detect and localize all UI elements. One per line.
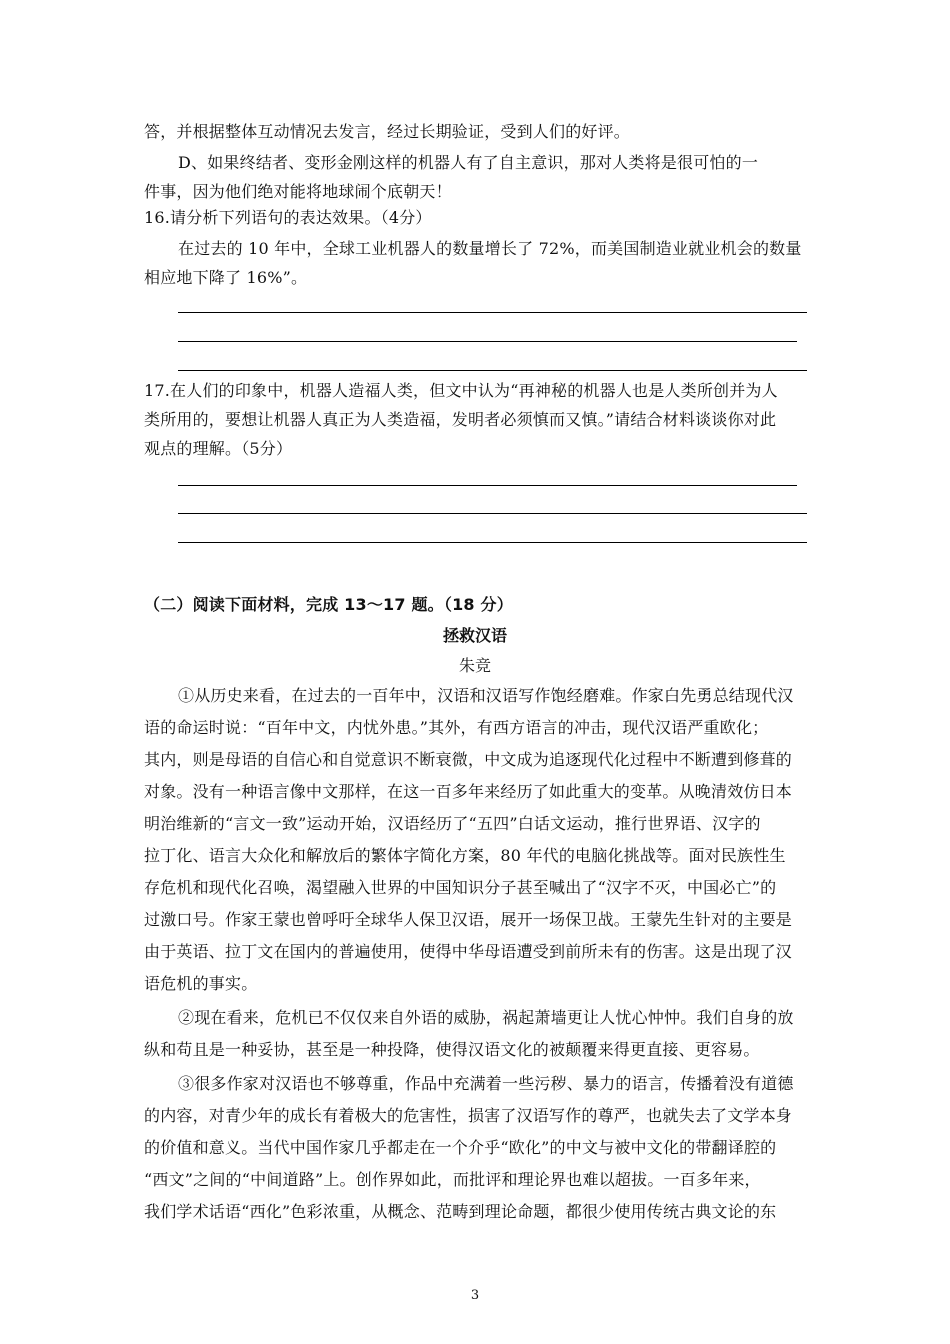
paragraph-1-line: 存危机和现代化召唤，渴望融入世界的中国知识分子甚至喊出了“汉字不灭，中国必亡”的 — [144, 878, 777, 897]
question-17-line: 观点的理解。（5分） — [144, 439, 293, 458]
article-title: 拯救汉语 — [442, 626, 507, 645]
article-author: 朱竞 — [458, 656, 491, 675]
paragraph-1-line: 明治维新的“言文一致”运动开始，汉语经历了“五四”白话文运动，推行世界语、汉字的 — [144, 814, 761, 833]
paragraph-1-line: 过激口号。作家王蒙也曾呼吁全球华人保卫汉语，展开一场保卫战。王蒙先生针对的主要是 — [144, 910, 793, 929]
text-line: 答，并根据整体互动情况去发言，经过长期验证，受到人们的好评。 — [144, 122, 631, 141]
answer-line[interactable] — [178, 370, 807, 371]
option-d-line: 件事，因为他们绝对能将地球闹个底朝天！ — [144, 182, 452, 201]
paragraph-2-line: ②现在看来，危机已不仅仅来自外语的威胁，祸起萧墙更让人忧心忡忡。我们自身的放 — [178, 1008, 794, 1027]
question-16-prompt: 16.请分析下列语句的表达效果。（4分） — [144, 208, 432, 227]
paragraph-3-line: “西文”之间的“中间道路”上。创作界如此，而批评和理论界也难以超拔。一百多年来， — [144, 1170, 761, 1189]
section-heading: （二）阅读下面材料，完成 13～17 题。（18 分） — [144, 595, 513, 614]
question-16-quote: 相应地下降了 16%”。 — [144, 268, 308, 287]
paragraph-1-line: 对象。没有一种语言像中文那样，在这一百多年来经历了如此重大的变革。从晚清效仿日本 — [144, 782, 793, 801]
paragraph-1-line: 其内，则是母语的自信心和自觉意识不断衰微，中文成为追逐现代化过程中不断遭到修葺的 — [144, 750, 793, 769]
page-number: 3 — [470, 1288, 480, 1303]
paragraph-3-line: 的内容，对青少年的成长有着极大的危害性，损害了汉语写作的尊严，也就失去了文学本身 — [144, 1106, 793, 1125]
answer-line[interactable] — [178, 312, 807, 313]
paragraph-1-line: 由于英语、拉丁文在国内的普遍使用，使得中华母语遭受到前所未有的伤害。这是出现了汉 — [144, 942, 793, 961]
paragraph-3-line: 我们学术话语“西化”色彩浓重，从概念、范畴到理论命题，都很少使用传统古典文论的东 — [144, 1202, 777, 1221]
paragraph-3-line: ③很多作家对汉语也不够尊重，作品中充满着一些污秽、暴力的语言，传播着没有道德 — [178, 1074, 794, 1093]
answer-line[interactable] — [178, 542, 807, 543]
paragraph-1-line: ①从历史来看，在过去的一百年中，汉语和汉语写作饱经磨难。作家白先勇总结现代汉 — [178, 686, 794, 705]
question-17-line: 17.在人们的印象中，机器人造福人类，但文中认为“再神秘的机器人也是人类所创并为人 — [144, 381, 778, 400]
answer-line[interactable] — [178, 513, 807, 514]
paragraph-2-line: 纵和苟且是一种妥协，甚至是一种投降，使得汉语文化的被颠覆来得更直接、更容易。 — [144, 1040, 760, 1059]
paragraph-1-line: 语的命运时说：“百年中文，内忧外患。”其外，有西方语言的冲击，现代汉语严重欧化； — [144, 718, 769, 737]
option-d-line: D、如果终结者、变形金刚这样的机器人有了自主意识，那对人类将是很可怕的一 — [178, 153, 759, 172]
question-16-quote: 在过去的 10 年中，全球工业机器人的数量增长了 72%，而美国制造业就业机会的数量 — [178, 239, 802, 258]
question-17-line: 类所用的，要想让机器人真正为人类造福，发明者必须慎而又慎。”请结合材料谈谈你对此 — [144, 410, 777, 429]
answer-line[interactable] — [178, 341, 797, 342]
paragraph-3-line: 的价值和意义。当代中国作家几乎都走在一个介乎“欧化”的中文与被中文化的带翻译腔的 — [144, 1138, 777, 1157]
paragraph-1-line: 语危机的事实。 — [144, 974, 258, 993]
paragraph-1-line: 拉丁化、语言大众化和解放后的繁体字简化方案，80 年代的电脑化挑战等。面对民族性生 — [144, 846, 786, 865]
answer-line[interactable] — [178, 485, 797, 486]
